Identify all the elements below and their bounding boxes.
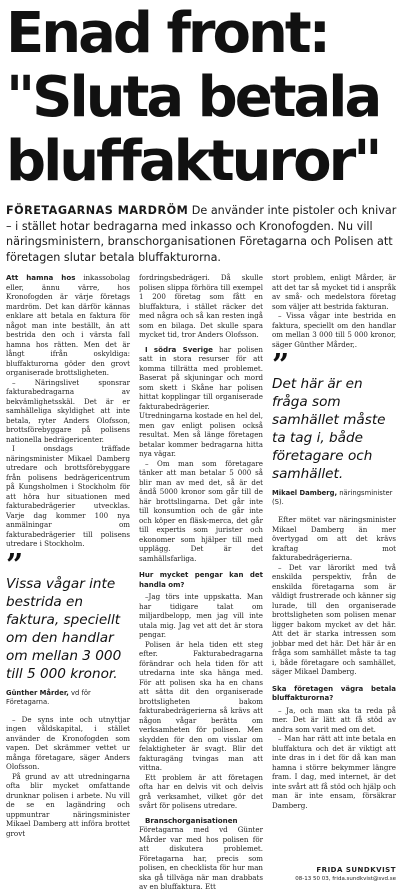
ingress-text: De använder inte pistoler och knivar – i stället hotar bedragarna med inkasso och Kronofogden. Nu vill näringsministern, branschorganisationen Företagarna och Polisen att företagen slutar betala bluffakturorna. <box>6 204 397 264</box>
ingress-kicker: FÖRETAGARNAS MARDRÖM <box>6 204 189 217</box>
col2-subheading: Hur mycket pengar kan det handla om? <box>139 571 263 589</box>
quote-mark-icon: ” <box>272 348 290 383</box>
pull-quote-2-role: näringsminister (S). <box>272 489 393 506</box>
column-1 <box>6 273 130 838</box>
col2-paragraph-5: Polisen är hela tiden ett steg efter. Fakturabedragarna förändrar och hela tiden för att utredarna inte ska hänga med. För att polisen ska ha en chans att sätta dit den organiserade brottsligheten bakom fakturabedrägerierna så krävs att någon vågar berätta om verksamheten för polisen. Men skydden för den om visslar om felaktigheter är svagt. Blir det fakturagäng tvingas man att vittna. <box>139 639 263 772</box>
col2-paragraph-7 <box>139 816 263 892</box>
col2-paragraph-2 <box>139 345 263 459</box>
column-2 <box>139 273 263 892</box>
col3-paragraph-5: – Ja, och man ska ta reda på mer. Det är lätt att få stöd av andra som varit med om det. <box>272 705 396 734</box>
col1-paragraph-3: I onsdags träffade näringsminister Mikael Damberg utredare och brottsförebyggare från polisens bedrägericentrum på Kungsholmen i Stockholm för att höra hur situationen med fakturabedrägerier utvecklas. Varje dag kommer 100 nya anmälningar om fakturabedrägerier till polisens utredare i Stockholm. <box>6 444 130 548</box>
col2-p2-text: har polisen satt in stora resurser för att komma tillrätta med problemet. Baserat på skjuningar och mord som skett i Skåne har polisen hittat kopplingar till organiserade fakturabedrägerier. Utredningarna kostade en hel del, men gav enligt polisen också resultat. Men så länge företagen betalar kommer bedragarna hitta nya vägar. <box>139 344 263 458</box>
col1-paragraph-5: På grund av att utredningarna ofta blir mycket omfattande drunknar polisen i arbete. Nu vill de se en lagändring och uppmuntrar näringsminister Mikael Damberg att införa brottet grovt <box>6 771 130 838</box>
col3-paragraph-3: Efter mötet var näringsminister Mikael Damberg än mer övertygad om att det krävs kraftag mot fakturabedrägerierna. <box>272 515 396 562</box>
pull-quote-1-name: Günther Mårder, <box>6 688 69 697</box>
col1-p1-text: inkassobolag eller, ännu värre, hos Kronofogden är värje företags mardröm. Det kan därför kännas enklare att betala en faktura för något man inte beställt, än att bestrida den och i värsta fall hamna hos rätten. Men det är långt ifrån oskyldiga: bluffakturorna göder den grovt organiserade brottsligheten. <box>6 273 130 377</box>
pull-quote-1: Vissa vågar inte bestrida en faktura, speciellt om den handlar om mellan 3 000 till 5 000 kronor. <box>6 575 122 682</box>
pull-quote-2-attribution <box>272 489 396 507</box>
col2-paragraph-4: –Jag törs inte uppskatta. Man har tidigare talat om miljardbelopp, men jag vill inte utala mig. Jag vet att det är stora pengar. <box>139 592 263 639</box>
col3-paragraph-1: stort problem, enligt Mårder, är att det tar så mycket tid i anspråk av små- och medelstora företag som väljer att bestrida fakturan. <box>272 273 396 311</box>
headline <box>6 2 398 194</box>
byline-name: FRIDA SUNDKVIST <box>316 866 396 874</box>
col3-paragraph-2: – Vissa vågar inte bestrida en faktura, speciellt om den handlar om mellan 3 000 till 5 000 kronor, säger Günther Mårder,. <box>272 311 396 349</box>
byline <box>295 866 396 882</box>
col1-paragraph-2: – Näringslivet sponsrar fakturabedragarna av bekvämlighetsskäl. Det är er samhälleliga skyldighet att inte betala, ryter Anders Olofsson, brottsförebyggare på polisens nationella bedrägericenter. <box>6 377 130 444</box>
col2-paragraph-6: Ett problem är att företagen ofta har en delvis vit och delvis grå verksamhet, vilket gör det svårt för polisens utredare. <box>139 772 263 810</box>
col2-paragraph-1: fordringsbedrägeri. Då skulle polisen slippa förhöra till exempel 1 200 företag som fått en bluffaktura, i stället räcker det med några och så kan resten ingå som en bilaga. Det skulle spara mycket tid, tror Anders Olofsson. <box>139 273 263 339</box>
byline-contact: 08-13 50 03, frida.sundkvist@svd.se <box>295 876 396 882</box>
col2-lead-in-2: Branschorganisationen <box>145 815 238 825</box>
column-3 <box>272 273 396 810</box>
col1-paragraph-1 <box>6 273 130 378</box>
headline-line-2: "Sluta betala <box>6 65 380 130</box>
headline-line-3: bluffakturor" <box>6 129 380 194</box>
headline-line-1: Enad front: <box>6 1 328 66</box>
col3-subheading: Ska företagen vägra betala bluffakturorna? <box>272 684 396 702</box>
pull-quote-1-role: vd för Företagarna. <box>6 688 91 706</box>
col1-lead-in: Att hamna hos <box>6 273 76 282</box>
col2-paragraph-3: – Om man som företagare tänker att man betalar 5 000 så blir man av med det, så är det ändå 5000 kronor som går till de här brottslingarna. Det går inte till konsumtion och de går inte och köper en fläsk-merca, det går till expertis som jurister och ekonomer som hjälper till med upplägg. Det är det samhällsfarliga. <box>139 458 263 563</box>
ingress <box>6 203 398 265</box>
col3-paragraph-6: – Man har rätt att inte betala en bluffaktura och det är viktigt att inte dras in i det för då kan man hamna i större bekymmer längre fram. I dag, med internet, är det inte svårt att få stöd och hjälp och man är inte ensam, försäkrar Damberg. <box>272 734 396 810</box>
col1-paragraph-4: – De syns inte och utnyttjar ingen våldskapital, i stället använder de Kronofogden som vapen. Det skrämmer vettet ur många företagare, säger Anders Olofsson. <box>6 714 130 771</box>
col2-p7-text: Företagarna med vd Günter Mårder var med hos polisen för att diskutera problemet. Företagarna har, precis som polisen, en checklista för hur man ska gå tillväga när man drabbats av en bluffaktura. Ett <box>139 825 263 891</box>
pull-quote-2: Det här är en fråga som samhället måste ta tag i, både företagare och samhället. <box>272 376 386 482</box>
pull-quote-1-attribution <box>6 689 130 707</box>
pull-quote-2-name: Mikael Damberg, <box>272 489 338 497</box>
col3-paragraph-4: – Det var lärorikt med två enskilda perspektiv, från de enskilda företagarna som är väldigt frustrerade och känner sig lurade, till den organiserade brottsligheten som polisen menar ligger bakom mycket av det här. Att det är starka intressen som jobbar med det här. Det här är en fråga som samhället måste ta tag i, både företagare och samhället, säger Mikael Damberg. <box>272 562 396 676</box>
col2-lead-in-1: I södra Sverige <box>145 344 213 354</box>
quote-mark-icon: ” <box>6 547 24 583</box>
